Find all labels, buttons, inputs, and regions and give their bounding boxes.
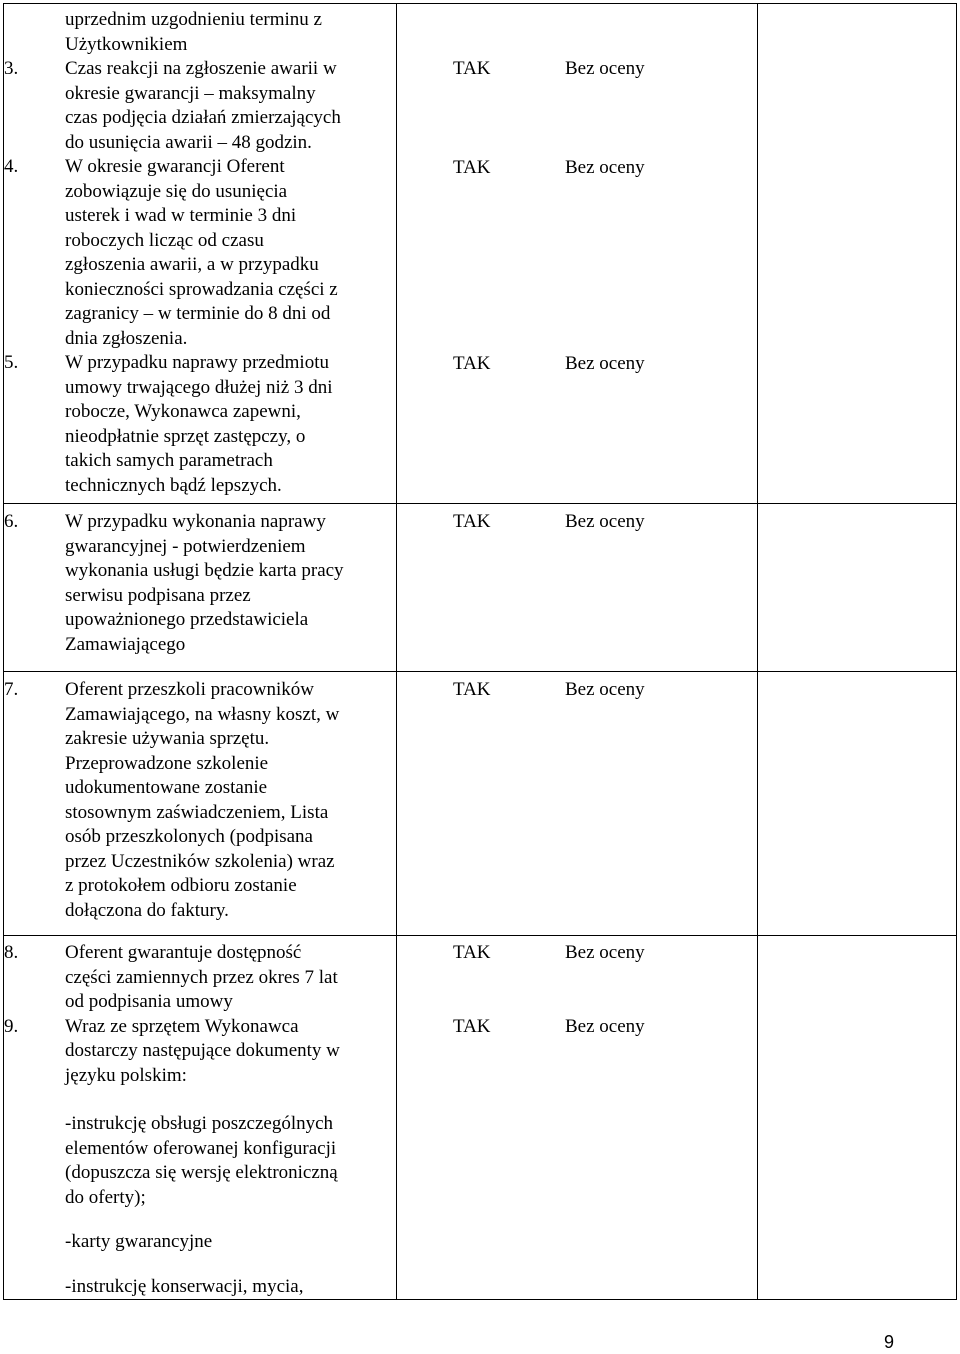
list-item [4, 941, 396, 1015]
empty-cell [758, 672, 957, 936]
answer-cell [397, 504, 758, 672]
answer-rating: Bez oceny [565, 353, 645, 374]
answer-tak: TAK [453, 679, 491, 700]
empty-cell [758, 936, 957, 1300]
answer-tak: TAK [453, 58, 491, 79]
answer-tak: TAK [453, 353, 491, 374]
answer-row [397, 510, 757, 535]
item-text: W okresie gwarancji Oferent zobowiązuje się do usunięcia usterek i wad w terminie 3 dni roboczych licząc od czasu zgłoszenia awarii, a w przypadku konieczności sprowadzania części z zagranicy – w terminie do 8 dni od dnia zgłoszenia. [65, 156, 338, 349]
item-text: Oferent gwarantuje dostępność części zamiennych przez okres 7 lat od podpisania umowy [65, 942, 338, 1012]
answer-tak: TAK [453, 156, 491, 178]
requirement-cell [4, 672, 397, 936]
requirement-cell [4, 4, 397, 504]
list-item [4, 678, 396, 923]
answer-tak: TAK [453, 511, 491, 532]
answer-rating: Bez oceny [565, 679, 645, 700]
answer-row [397, 57, 757, 82]
answer-row [397, 678, 757, 703]
table-row [4, 4, 957, 504]
requirement-cell [4, 936, 397, 1300]
item-number: 5. [4, 352, 19, 373]
list-item [4, 351, 396, 498]
list-item [4, 1015, 396, 1089]
empty-cell [758, 4, 957, 504]
item-number: 7. [4, 679, 19, 700]
page-number: 9 [883, 1332, 894, 1352]
item-number: 4. [4, 156, 19, 177]
continuation-text: uprzednim uzgodnieniu terminu z Użytkownikiem [65, 9, 322, 55]
answer-row [397, 1015, 757, 1040]
answer-rating: Bez oceny [565, 511, 645, 532]
item-number: 3. [4, 58, 19, 79]
table-row [4, 504, 957, 672]
item-text: Wraz ze sprzętem Wykonawca dostarczy następujące dokumenty w języku polskim: [65, 1015, 340, 1086]
list-item [4, 510, 396, 657]
document-entry: -instrukcję konserwacji, mycia, [65, 1275, 304, 1297]
list-item [4, 155, 396, 351]
answer-rating: Bez oceny [565, 942, 645, 963]
item-text: Oferent przeszkoli pracowników Zamawiającego, na własny koszt, w zakresie używania sprzętu. Przeprowadzone szkolenie udokumentowane zostanie stosownym zaświadczeniem, Lista osób przeszkolonych (podpisana przez Uczestników szkolenia) wraz z protokołem odbioru zostanie dołączona do faktury. [65, 679, 340, 921]
answer-tak: TAK [453, 1015, 491, 1037]
item-number: 6. [4, 511, 19, 532]
answer-cell [397, 4, 758, 504]
answer-row [397, 941, 757, 966]
answer-rating: Bez oceny [565, 58, 645, 79]
table-row [4, 672, 957, 936]
answer-cell [397, 672, 758, 936]
answer-row [397, 156, 757, 181]
answer-rating: Bez oceny [565, 1015, 645, 1037]
document-entry: -instrukcję obsługi poszczególnych elementów oferowanej konfiguracji (dopuszcza się wersję elektroniczną do oferty); [65, 1113, 338, 1208]
item-text: Czas reakcji na zgłoszenie awarii w okresie gwarancji – maksymalny czas podjęcia działań zmierzających do usunięcia awarii – 48 godzin. [65, 58, 341, 153]
answer-cell [397, 936, 758, 1300]
answer-row [397, 352, 757, 377]
item-text: W przypadku naprawy przedmiotu umowy trwającego dłużej niż 3 dni robocze, Wykonawca zapewni, nieodpłatnie sprzęt zastępczy, o takich samych parametrach technicznych bądź lepszych. [65, 352, 333, 496]
item-number: 8. [4, 942, 19, 963]
list-item [4, 57, 396, 155]
requirement-cell [4, 504, 397, 672]
empty-cell [758, 504, 957, 672]
answer-tak: TAK [453, 942, 491, 963]
requirements-table [3, 3, 957, 1300]
document-entry: -karty gwarancyjne [65, 1231, 213, 1252]
answer-rating: Bez oceny [565, 156, 645, 178]
item-text: W przypadku wykonania naprawy gwarancyjnej - potwierdzeniem wykonania usługi będzie karta pracy serwisu podpisana przez upoważnionego przedstawiciela Zamawiającego [65, 511, 344, 655]
table-row [4, 936, 957, 1300]
item-number: 9. [4, 1015, 19, 1037]
